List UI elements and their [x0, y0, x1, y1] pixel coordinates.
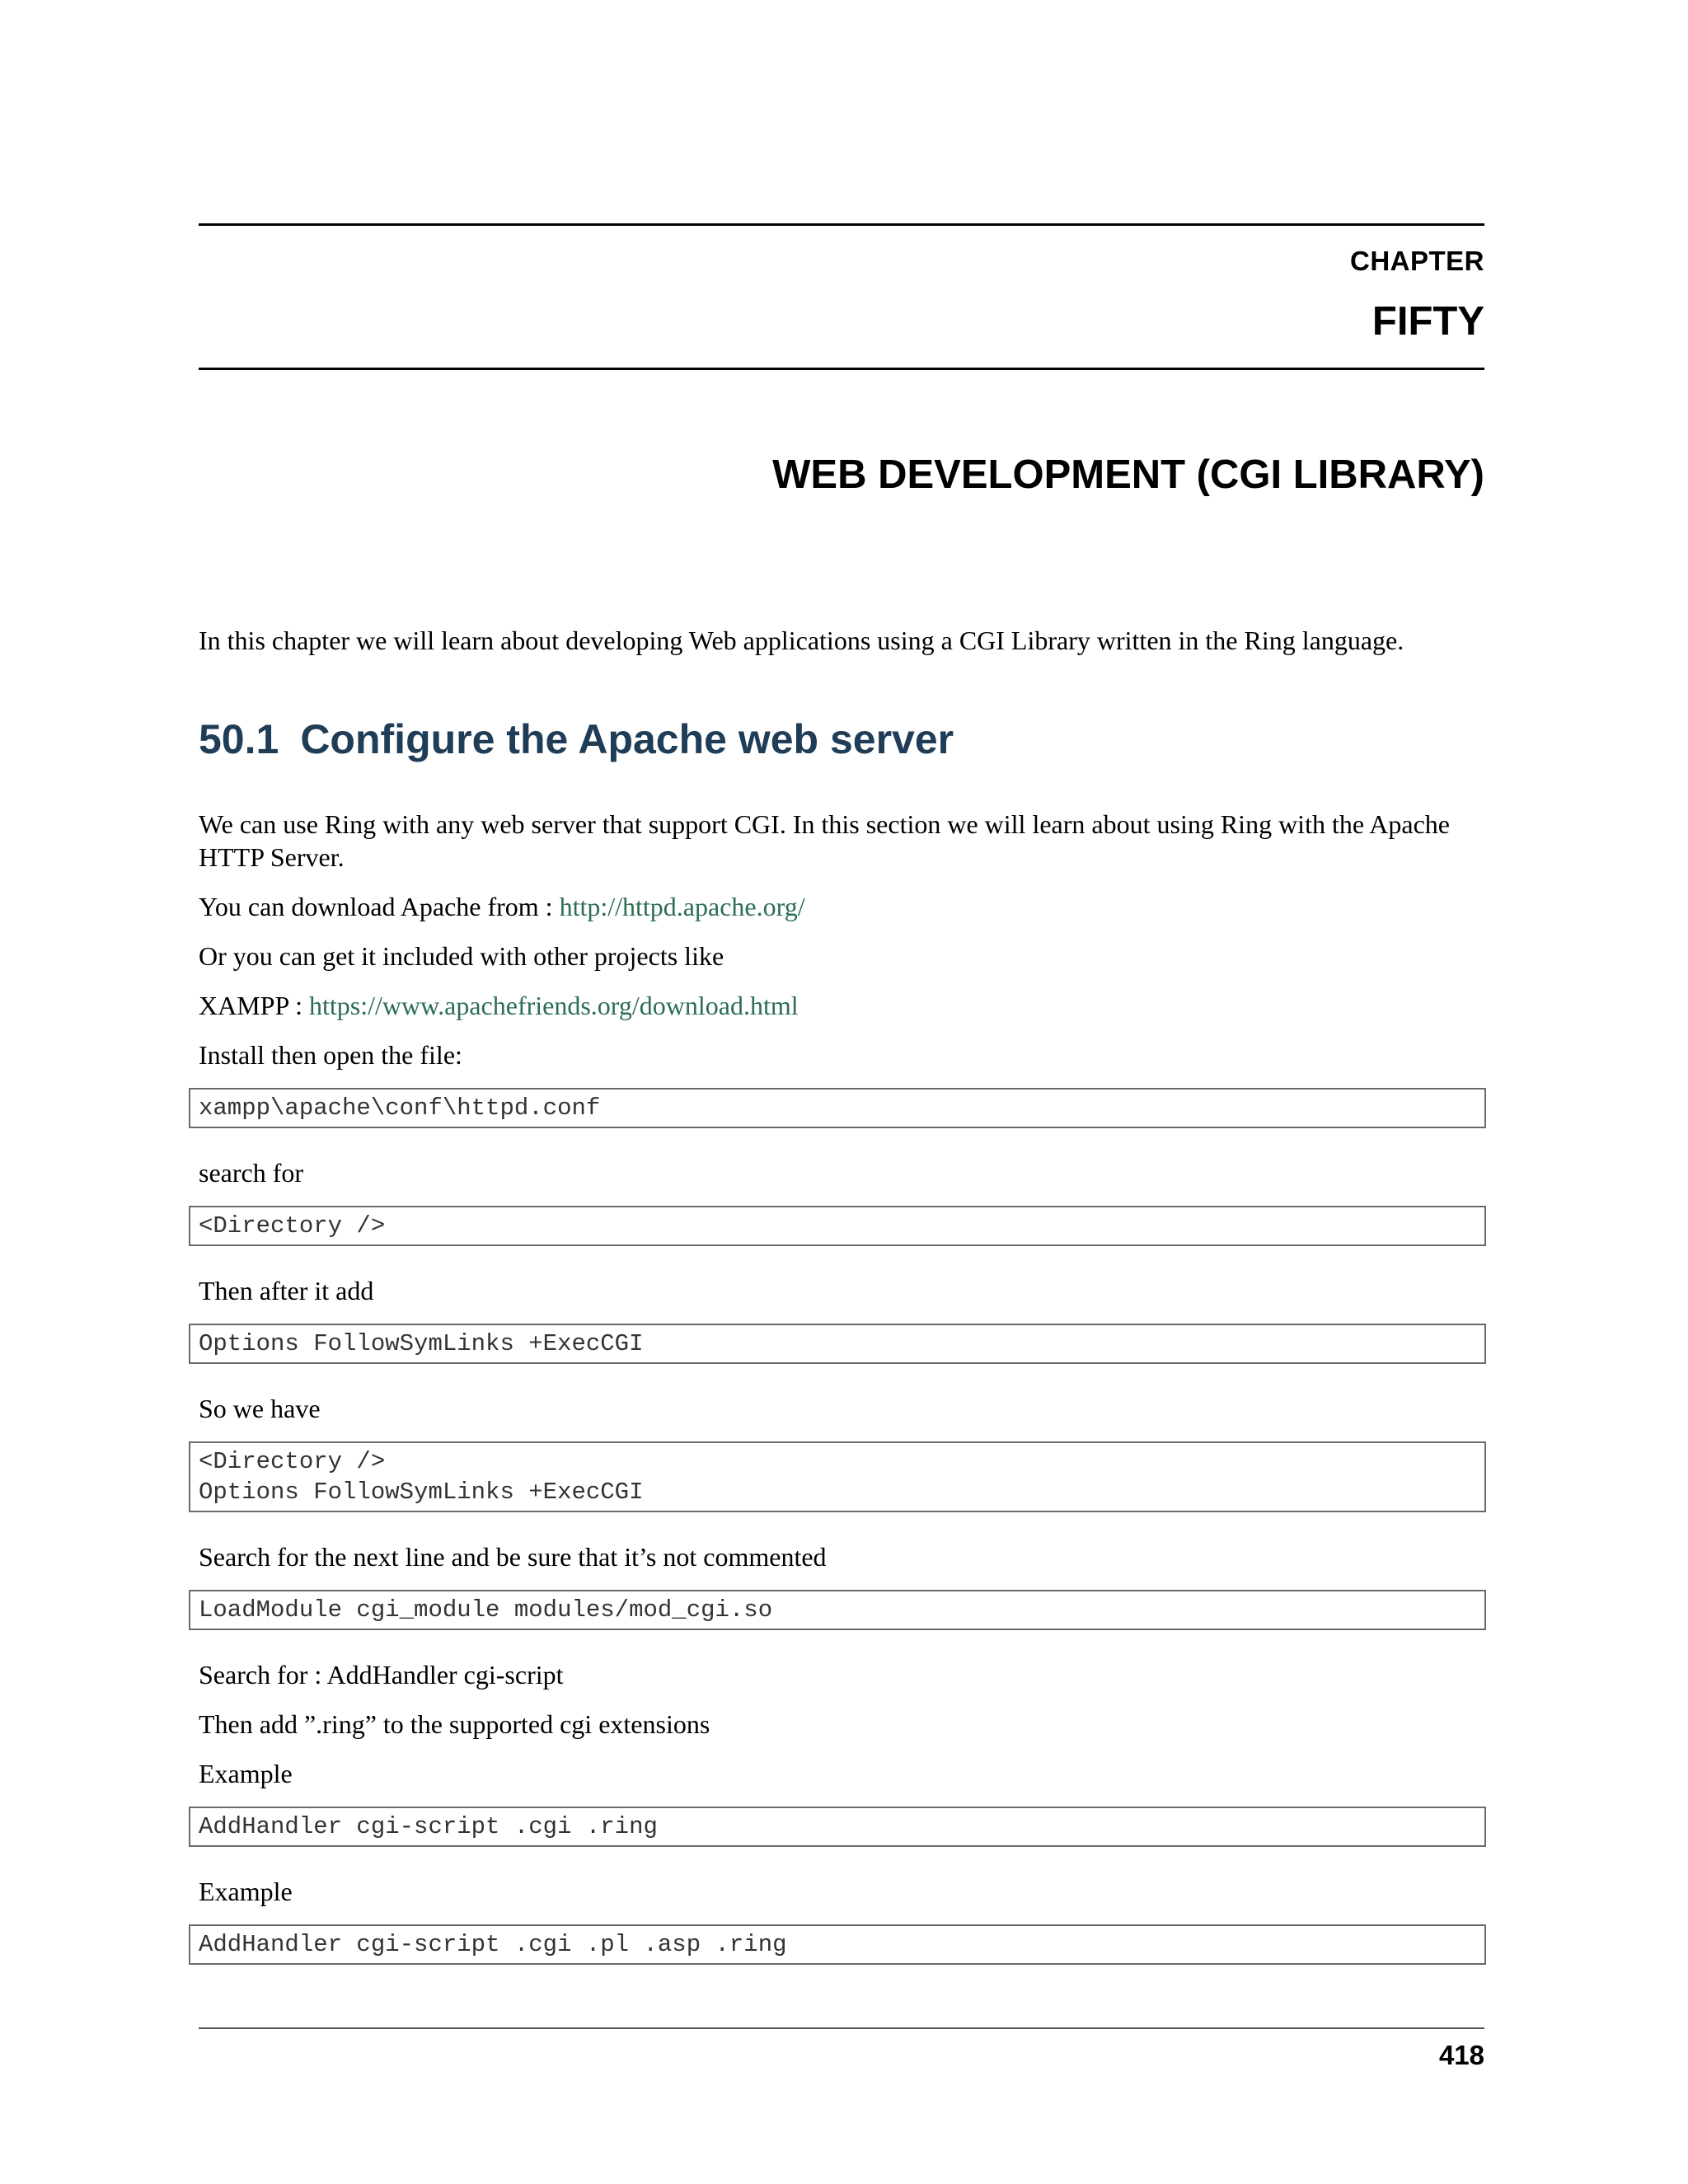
header-top-rule	[199, 223, 1484, 226]
paragraph-xampp	[199, 989, 1484, 1022]
section-number: 50.1	[199, 716, 279, 762]
code-block-httpd-conf-path: xampp\apache\conf\httpd.conf	[189, 1088, 1486, 1128]
code-block-addhandler-multi: AddHandler cgi-script .cgi .pl .asp .ring	[189, 1924, 1486, 1965]
section-heading	[199, 715, 954, 763]
paragraph-search-next-line: Search for the next line and be sure that it’s not commented	[199, 1542, 827, 1572]
paragraph-web-server-support: We can use Ring with any web server that support CGI. In this section we will learn about using Ring with the Apache HTTP Server.	[199, 809, 1450, 872]
section-content	[199, 808, 1484, 1993]
xampp-download-link[interactable]: https://www.apachefriends.org/download.html	[308, 991, 799, 1020]
paragraph-download-apache	[199, 890, 1484, 923]
paragraph-add-ring-extension: Then add ”.ring” to the supported cgi extensions	[199, 1709, 710, 1739]
chapter-number: FIFTY	[1372, 299, 1484, 344]
section-title: Configure the Apache web server	[300, 716, 954, 762]
chapter-label: CHAPTER	[1349, 246, 1484, 276]
code-line: Options FollowSymLinks +ExecCGI	[199, 1479, 644, 1506]
page-number: 418	[1438, 2040, 1484, 2070]
paragraph-search-addhandler: Search for : AddHandler cgi-script	[199, 1660, 564, 1690]
code-block-addhandler-ring: AddHandler cgi-script .cgi .ring	[189, 1807, 1486, 1847]
paragraph-install-open: Install then open the file:	[199, 1040, 462, 1070]
header-bottom-rule	[199, 368, 1484, 370]
intro-paragraph: In this chapter we will learn about developing Web applications using a CGI Library written in the Ring language.	[199, 626, 1404, 655]
apache-download-link[interactable]: http://httpd.apache.org/	[559, 892, 805, 921]
paragraph-search-for: search for	[199, 1158, 304, 1188]
paragraph-example: Example	[199, 1759, 293, 1788]
paragraph-so-we-have: So we have	[199, 1394, 321, 1423]
paragraph-then-after-add: Then after it add	[199, 1276, 374, 1305]
code-block-options: Options FollowSymLinks +ExecCGI	[189, 1324, 1486, 1364]
paragraph-other-projects: Or you can get it included with other projects like	[199, 941, 724, 971]
chapter-title: WEB DEVELOPMENT (CGI LIBRARY)	[772, 452, 1484, 497]
code-block-directory-options	[189, 1441, 1486, 1512]
code-block-directory: <Directory />	[189, 1206, 1486, 1246]
xampp-label: XAMPP :	[199, 991, 309, 1020]
code-line: <Directory />	[199, 1448, 386, 1475]
paragraph-example: Example	[199, 1877, 293, 1906]
footer-rule	[199, 2027, 1484, 2029]
code-block-loadmodule: LoadModule cgi_module modules/mod_cgi.so	[189, 1590, 1486, 1630]
download-apache-text: You can download Apache from :	[199, 892, 560, 921]
